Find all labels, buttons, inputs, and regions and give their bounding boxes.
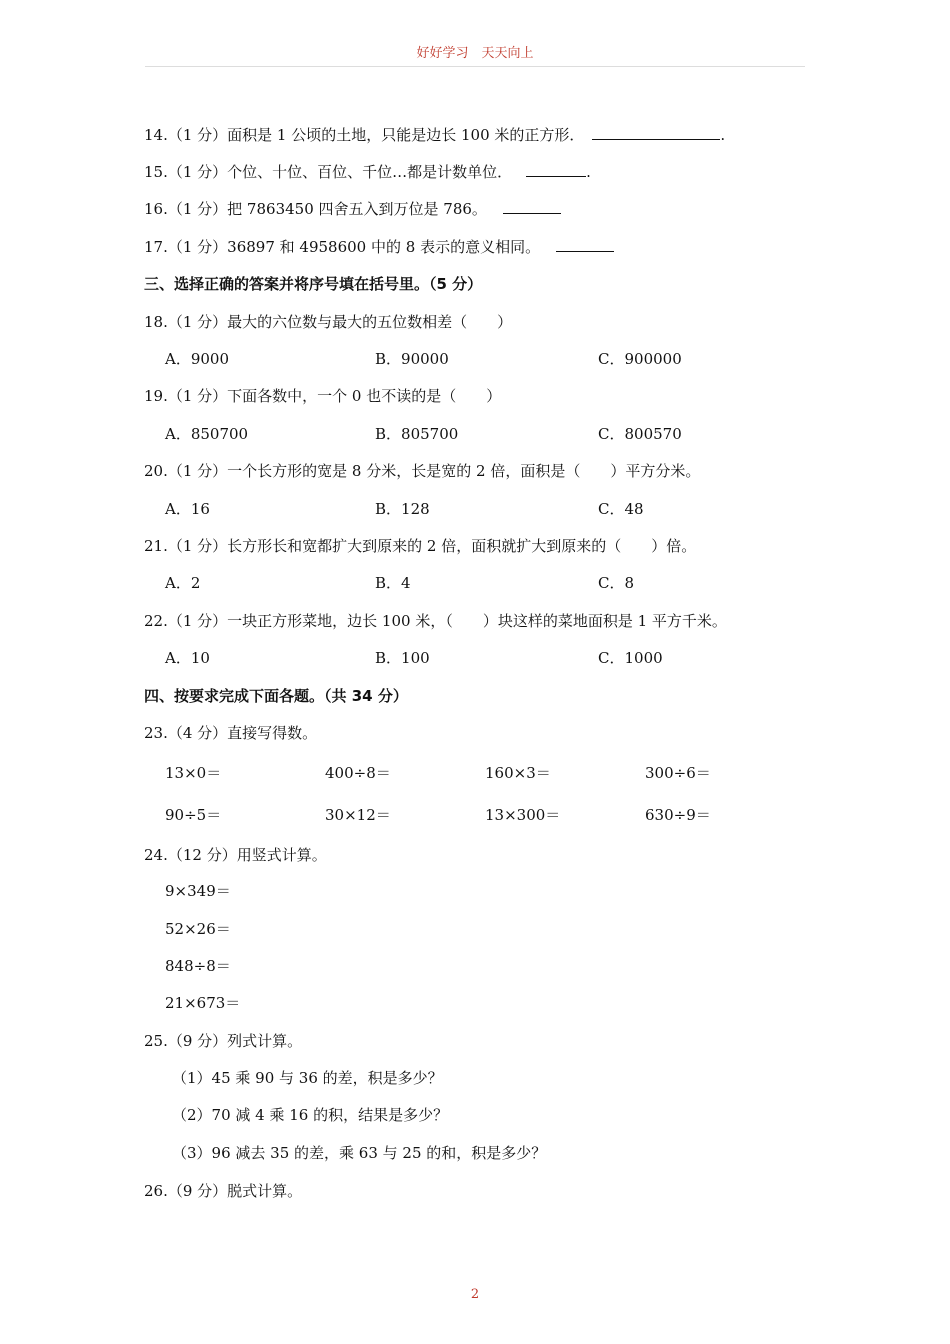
- question-15: [144, 162, 591, 182]
- question-20: 20.（1 分）一个长方形的宽是 8 分米，长是宽的 2 倍，面积是（ ）平方分米。: [144, 462, 701, 480]
- option-b[interactable]: B．805700: [375, 425, 459, 443]
- question-15-text: 15.（1 分）个位、十位、百位、千位…都是计数单位．: [144, 163, 513, 181]
- option-b[interactable]: B．128: [375, 500, 430, 518]
- question-19: 19.（1 分）下面各数中，一个 0 也不读的是（ ）: [144, 387, 502, 405]
- answer-blank[interactable]: [556, 237, 614, 252]
- answer-blank[interactable]: [526, 162, 586, 177]
- answer-blank[interactable]: [503, 199, 561, 214]
- question-14: [144, 125, 725, 145]
- option-a[interactable]: A．16: [165, 500, 210, 518]
- calc-item: 300÷6＝: [645, 764, 711, 782]
- option-b[interactable]: B．4: [375, 574, 411, 592]
- question-17: [144, 237, 614, 257]
- question-23: 23.（4 分）直接写得数。: [144, 724, 318, 742]
- question-14-text: 14.（1 分）面积是 1 公顷的土地，只能是边长 100 米的正方形．: [144, 126, 585, 144]
- question-18: 18.（1 分）最大的六位数与最大的五位数相差（ ）: [144, 313, 513, 331]
- sub-question: （3）96 减去 35 的差，乘 63 与 25 的和，积是多少？: [172, 1144, 547, 1162]
- sub-question: （1）45 乘 90 与 36 的差，积是多少？: [172, 1069, 443, 1087]
- question-26: 26.（9 分）脱式计算。: [144, 1182, 303, 1200]
- option-b[interactable]: B．100: [375, 649, 430, 667]
- calc-item: 13×0＝: [165, 764, 222, 782]
- sub-question: （2）70 减 4 乘 16 的积，结果是多少？: [172, 1106, 449, 1124]
- vertical-calc-item: 21×673＝: [165, 994, 241, 1012]
- vertical-calc-item: 9×349＝: [165, 882, 231, 900]
- option-a[interactable]: A．2: [165, 574, 201, 592]
- question-22: 22.（1 分）一块正方形菜地，边长 100 米，（ ）块这样的菜地面积是 1 平方千米。: [144, 612, 727, 630]
- option-c[interactable]: C．48: [598, 500, 644, 518]
- question-14-tail: .: [720, 126, 726, 144]
- calc-item: 400÷8＝: [325, 764, 391, 782]
- option-c[interactable]: C．8: [598, 574, 635, 592]
- option-a[interactable]: A．9000: [165, 350, 230, 368]
- calc-item: 630÷9＝: [645, 806, 711, 824]
- calc-item: 13×300＝: [485, 806, 561, 824]
- page-header: 好好学习 天天向上: [416, 46, 534, 61]
- question-16: [144, 199, 561, 219]
- question-16-text: 16.（1 分）把 7863450 四舍五入到万位是 786。: [144, 200, 487, 218]
- option-a[interactable]: A．10: [165, 649, 210, 667]
- option-c[interactable]: C．800570: [598, 425, 682, 443]
- question-17-text: 17.（1 分）36897 和 4958600 中的 8 表示的意义相同。: [144, 238, 541, 256]
- calc-item: 160×3＝: [485, 764, 551, 782]
- question-15-tail: .: [586, 163, 591, 181]
- option-b[interactable]: B．90000: [375, 350, 449, 368]
- header-divider: [145, 66, 805, 67]
- section-4-heading: 四、按要求完成下面各题。（共 34 分）: [144, 687, 408, 705]
- calc-item: 90÷5＝: [165, 806, 222, 824]
- vertical-calc-item: 52×26＝: [165, 920, 231, 938]
- option-c[interactable]: C．1000: [598, 649, 663, 667]
- option-a[interactable]: A．850700: [165, 425, 249, 443]
- section-3-heading: 三、选择正确的答案并将序号填在括号里。（5 分）: [144, 275, 483, 293]
- option-c[interactable]: C．900000: [598, 350, 682, 368]
- vertical-calc-item: 848÷8＝: [165, 957, 231, 975]
- calc-item: 30×12＝: [325, 806, 391, 824]
- question-21: 21.（1 分）长方形长和宽都扩大到原来的 2 倍，面积就扩大到原来的（ ）倍。: [144, 537, 697, 555]
- question-25: 25.（9 分）列式计算。: [144, 1032, 303, 1050]
- question-24: 24.（12 分）用竖式计算。: [144, 846, 327, 864]
- answer-blank[interactable]: [592, 125, 720, 140]
- page-number: 2: [470, 1287, 480, 1302]
